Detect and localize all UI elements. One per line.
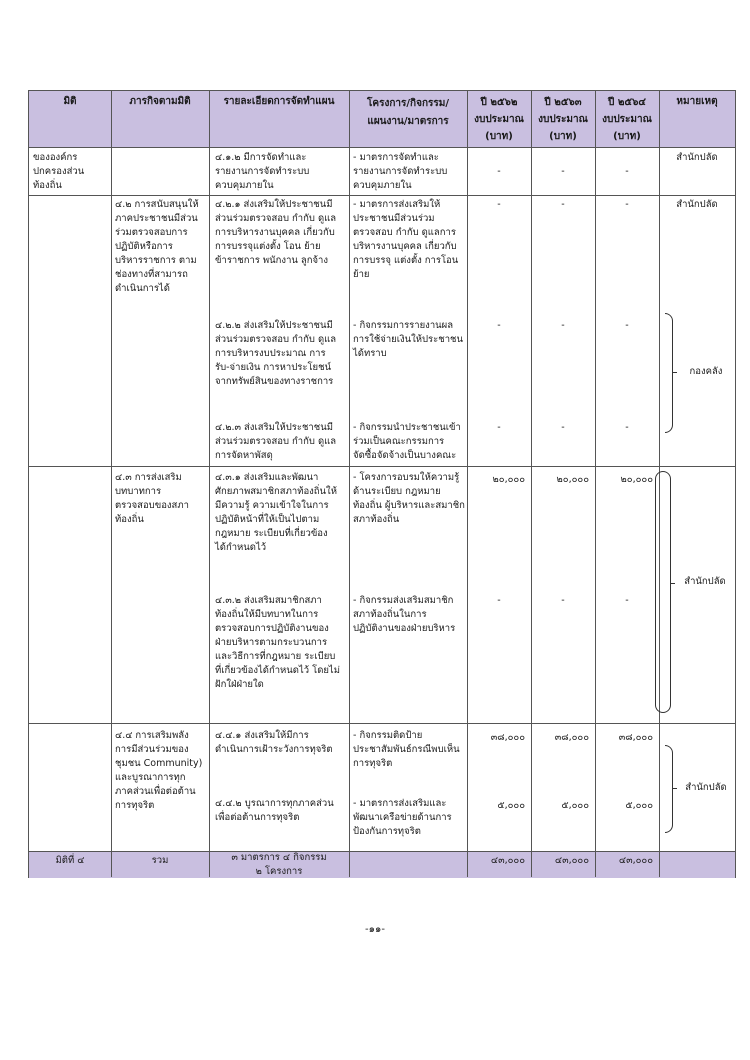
- page-number: -๑๑-: [365, 924, 385, 935]
- row3-p1-budget-2562: ๒๐,๐๐๐: [492, 474, 525, 485]
- row1-project: - มาตรการจัดทำและ รายงานการจัดทำระบบ ควบคุมภายใน: [353, 152, 448, 191]
- row2-project-1: - มาตรการส่งเสริมให้ ประชาชนมีส่วนร่วม ตรวจสอบ กำกับ ดูแลการ บริหารงานบุคคล เกี่ยวกับ การบรรจุ แต่งตั้ง การโอน ย้าย: [353, 199, 459, 280]
- row2-p3-budget-2563: -: [561, 422, 565, 433]
- row1-budget-2564: -: [625, 166, 629, 177]
- header-mission: ภารกิจตามมิติ: [129, 96, 191, 107]
- header-dimension: มิติ: [63, 96, 77, 107]
- row4-p2-budget-2562: ๕,๐๐๐: [497, 800, 525, 811]
- row4-p2-budget-2563: ๕,๐๐๐: [561, 800, 589, 811]
- row2-mission: ๔.๒ การสนับสนุนให้ ภาคประชาชนมีส่วน ร่วมตรวจสอบการ ปฏิบัติหรือการ บริหารราชการ ตาม ช่องทางที่สามารถ ดำเนินการได้: [115, 199, 199, 294]
- office-bracket-4: [665, 745, 673, 833]
- row2-p2-budget-2563: -: [561, 320, 565, 331]
- row1-dimension-text: ขององค์กร ปกครองส่วน ท้องถิ่น: [33, 152, 85, 191]
- row4-p1-budget-2564: ๓๘,๐๐๐: [618, 732, 653, 743]
- row4-project-1: - กิจกรรมติดป้าย ประชาสัมพันธ์กรณีพบเห็น การทุจริต: [353, 730, 460, 769]
- row1-plan-detail: ๔.๑.๒ มีการจัดทำและ รายงานการจัดทำระบบ ควบคุมภายใน: [215, 152, 310, 191]
- row2-remark-2: กองคลัง: [689, 366, 723, 377]
- footer-total-label: รวม: [151, 855, 169, 866]
- footer-dimension: มิติที่ ๔: [55, 855, 85, 866]
- row2-project-3: - กิจกรรมนำประชาชนเข้า ร่วมเป็นคณะกรรมการ จัดซื้อจัดจ้างเป็นบางคณะ: [353, 422, 461, 461]
- row3-project-2: - กิจกรรมส่งเสริมสมาชิก สภาท้องถิ่นในการ ปฏิบัติงานของฝ่ายบริหาร: [353, 595, 456, 634]
- row1-budget-2562: -: [497, 166, 501, 177]
- row4-p1-budget-2562: ๓๘,๐๐๐: [490, 732, 525, 743]
- row3-remark: สำนักปลัด: [684, 576, 726, 587]
- office-bracket-right: [663, 471, 671, 713]
- row4-p1-budget-2563: ๓๘,๐๐๐: [554, 732, 589, 743]
- row3-p2-budget-2564: -: [625, 595, 629, 606]
- row2-p2-budget-2564: -: [625, 320, 629, 331]
- finance-division-bracket: [665, 313, 673, 433]
- header-year-2562: ปี ๒๕๖๒ งบประมาณ (บาท): [474, 97, 524, 142]
- row2-p1-budget-2564: -: [625, 199, 629, 210]
- footer-summary: ๓ มาตรการ ๔ กิจกรรม ๒ โครงการ: [231, 852, 327, 877]
- row3-project-1: - โครงการอบรมให้ความรู้ ด้านระเบียบ กฎหมาย ท้องถิ่น ผู้บริหารและสมาชิก สภาท้องถิ่น: [353, 472, 465, 525]
- row1-remark: สำนักปลัด: [676, 152, 718, 163]
- row2-p3-budget-2562: -: [497, 422, 501, 433]
- header-year-2563: ปี ๒๕๖๓ งบประมาณ (บาท): [538, 97, 588, 142]
- row2-detail-1: ๔.๒.๑ ส่งเสริมให้ประชาชนมี ส่วนร่วมตรวจสอบ กำกับ ดูแล การบริหารงานบุคคล เกี่ยวกับ การบรรจุแต่งตั้ง โอน ย้าย ข้าราชการ พนักงาน ลูกจ้าง: [215, 199, 337, 266]
- row2-project-2: - กิจกรรมการรายงานผล การใช้จ่ายเงินให้ประชาชน ได้ทราบ: [353, 320, 463, 359]
- row3-detail-2: ๔.๓.๒ ส่งเสริมสมาชิกสภา ท้องถิ่นให้มีบทบาทในการ ตรวจสอบการปฏิบัติงานของ ฝ่ายบริหารตามกระบวนการ และวิธีการที่กฎหมาย ระเบียบ ที่เกี่ยวข้องได้กำหนดไว้ โดยไม่ ฝักใฝ่ฝ่ายใด: [215, 595, 340, 690]
- row4-detail-2: ๔.๔.๒ บูรณาการทุกภาคส่วน เพื่อต่อต้านการทุจริต: [215, 798, 334, 823]
- row2-p1-budget-2562: -: [497, 199, 501, 210]
- row3-p1-budget-2563: ๒๐,๐๐๐: [556, 474, 589, 485]
- row4-project-2: - มาตรการส่งเสริมและ พัฒนาเครือข่ายด้านการ ป้องกันการทุจริต: [353, 798, 452, 837]
- row2-remark-1: สำนักปลัด: [676, 199, 718, 210]
- row4-p2-budget-2564: ๕,๐๐๐: [625, 800, 653, 811]
- row4-mission: ๔.๔ การเสริมพลัง การมีส่วนร่วมของ ชุมชน Community) และบูรณาการทุก ภาคส่วนเพื่อต่อต้าน การทุจริต: [115, 730, 203, 811]
- row3-p1-budget-2564: ๒๐,๐๐๐: [620, 474, 653, 485]
- header-remark: หมายเหตุ: [676, 96, 718, 107]
- row2-p2-budget-2562: -: [497, 320, 501, 331]
- footer-total-2562: ๔๓,๐๐๐: [490, 855, 525, 866]
- footer-total-2564: ๔๓,๐๐๐: [618, 855, 653, 866]
- row2-p3-budget-2564: -: [625, 422, 629, 433]
- header-year-2564: ปี ๒๕๖๔ งบประมาณ (บาท): [602, 97, 652, 142]
- header-project: โครงการ/กิจกรรม/ แผนงาน/มาตรการ: [367, 98, 449, 127]
- row3-detail-1: ๔.๓.๑ ส่งเสริมและพัฒนา ศักยภาพสมาชิกสภาท้องถิ่นให้ มีความรู้ ความเข้าใจในการ ปฏิบัติหน้าที่ให้เป็นไปตาม กฎหมาย ระเบียบที่เกี่ยวข้อง ได้กำหนดไว้: [215, 472, 337, 553]
- row2-detail-2: ๔.๒.๒ ส่งเสริมให้ประชาชนมี ส่วนร่วมตรวจสอบ กำกับ ดูแล การบริหารงบประมาณ การ รับ-จ่ายเงิน การหาประโยชน์ จากทรัพย์สินของทางราชการ: [215, 320, 337, 387]
- row3-p2-budget-2562: -: [497, 595, 501, 606]
- row2-detail-3: ๔.๒.๓ ส่งเสริมให้ประชาชนมี ส่วนร่วมตรวจสอบ กำกับ ดูแล การจัดหาพัสดุ: [215, 422, 337, 461]
- row3-p2-budget-2563: -: [561, 595, 565, 606]
- row3-mission: ๔.๓ การส่งเสริม บทบาทการ ตรวจสอบของสภา ท้องถิ่น: [115, 472, 189, 525]
- office-bracket-left: [655, 471, 663, 713]
- budget-table: [28, 90, 736, 878]
- row4-remark: สำนักปลัด: [685, 782, 727, 793]
- footer-total-2563: ๔๓,๐๐๐: [554, 855, 589, 866]
- header-plan-detail: รายละเอียดการจัดทำแผน: [223, 96, 335, 107]
- row2-p1-budget-2563: -: [561, 199, 565, 210]
- row4-detail-1: ๔.๔.๑ ส่งเสริมให้มีการ ดำเนินการเฝ้าระวังการทุจริต: [215, 730, 333, 755]
- row1-budget-2563: -: [561, 166, 565, 177]
